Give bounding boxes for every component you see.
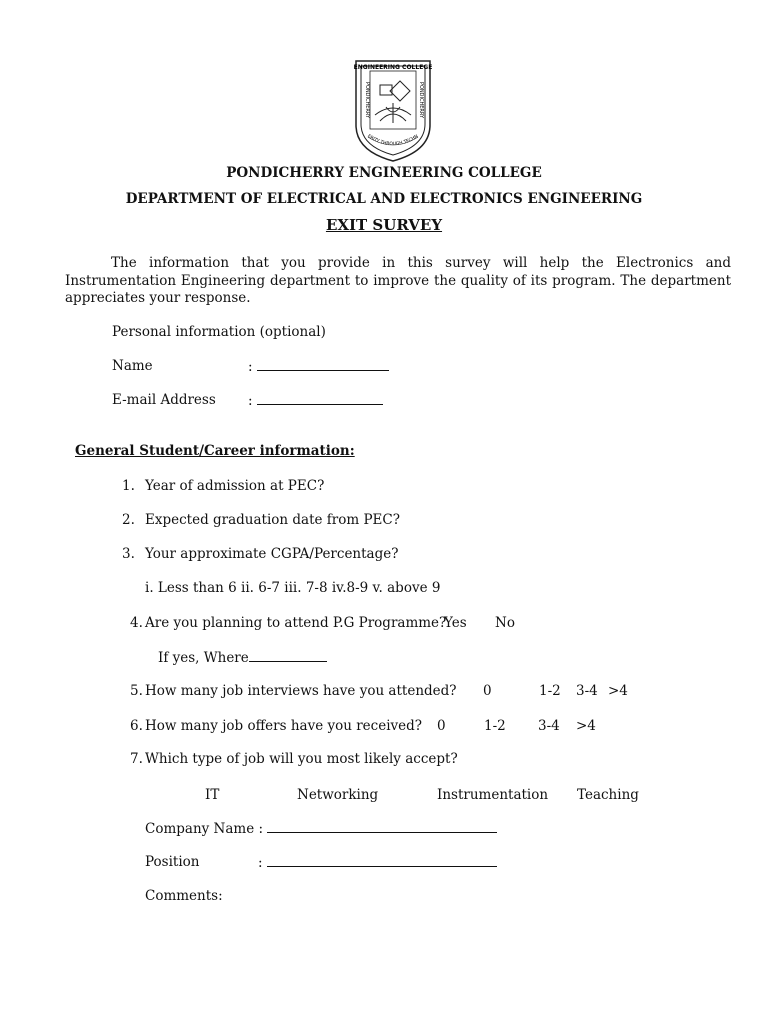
position-label: Position (145, 854, 200, 870)
logo-top-text: ENGINEERING COLLEGE (353, 64, 433, 71)
q6-option[interactable]: 1-2 (484, 718, 506, 734)
q3-number: 3. (122, 546, 135, 562)
q1-text: Year of admission at PEC? (145, 478, 325, 494)
department-name: DEPARTMENT OF ELECTRICAL AND ELECTRONICS ENGINEERING (125, 191, 643, 207)
q2-text: Expected graduation date from PEC? (145, 512, 400, 528)
logo-left-text: PONDICHERRY (364, 81, 370, 119)
general-info-heading: General Student/Career information: (75, 443, 355, 459)
email-colon: : (248, 393, 253, 409)
name-field[interactable] (248, 358, 389, 375)
q1-number: 1. (122, 478, 135, 494)
q5-number: 5. (130, 683, 143, 699)
email-blank-line[interactable] (257, 392, 383, 405)
q4-followup[interactable] (158, 649, 327, 666)
logo-right-text: PONDICHERRY (418, 81, 424, 119)
comments-label: Comments: (145, 888, 223, 904)
personal-info-heading: Personal information (optional) (112, 324, 326, 340)
q4-number: 4. (130, 615, 143, 631)
q6-text: How many job offers have you received? (145, 718, 423, 734)
survey-title: EXIT SURVEY (325, 216, 443, 234)
q5-text: How many job interviews have you attended? (145, 683, 457, 699)
q6-option[interactable]: >4 (576, 718, 596, 734)
position-field[interactable] (258, 854, 497, 871)
q7-option[interactable]: IT (205, 787, 220, 803)
email-field[interactable] (248, 392, 383, 409)
q7-option[interactable]: Instrumentation (437, 787, 549, 803)
q5-option[interactable]: 3-4 (576, 683, 598, 699)
college-emblem-logo (350, 55, 436, 163)
q5-option[interactable]: 0 (483, 683, 492, 699)
company-name-field[interactable] (145, 820, 497, 837)
where-blank-line[interactable] (249, 649, 327, 662)
name-blank-line[interactable] (257, 358, 389, 371)
email-label: E-mail Address (112, 392, 216, 408)
q4-option-yes[interactable]: Yes (444, 615, 467, 631)
name-colon: : (248, 359, 253, 375)
q4-text: Are you planning to attend P.G Programme? (145, 615, 447, 631)
q5-option[interactable]: 1-2 (539, 683, 561, 699)
q3-text: Your approximate CGPA/Percentage? (145, 546, 399, 562)
logo-bottom-text: ERITY THROUGH TECHN (366, 134, 420, 148)
q6-number: 6. (130, 718, 143, 734)
q4-followup-label: If yes, Where (158, 650, 249, 666)
q5-option[interactable]: >4 (608, 683, 628, 699)
q6-option[interactable]: 3-4 (538, 718, 560, 734)
q7-text: Which type of job will you most likely accept? (145, 751, 458, 767)
q2-number: 2. (122, 512, 135, 528)
name-label: Name (112, 358, 153, 374)
q4-option-no[interactable]: No (495, 615, 515, 631)
q7-option[interactable]: Teaching (577, 787, 639, 803)
position-blank-line[interactable] (267, 854, 497, 867)
company-blank-line[interactable] (267, 820, 497, 833)
position-colon: : (258, 855, 263, 871)
q6-option[interactable]: 0 (437, 718, 446, 734)
intro-paragraph: The information that you provide in this survey will help the Electronics and Instrumentation Engineering department to improve the quality of its program. The department appreciates your response. (65, 255, 731, 306)
company-name-label: Company Name : (145, 821, 264, 837)
q7-number: 7. (130, 751, 143, 767)
college-name: PONDICHERRY ENGINEERING COLLEGE (226, 165, 542, 181)
q3-options: i. Less than 6 ii. 6-7 iii. 7-8 iv.8-9 v. above 9 (145, 580, 441, 596)
q7-option[interactable]: Networking (297, 787, 379, 803)
